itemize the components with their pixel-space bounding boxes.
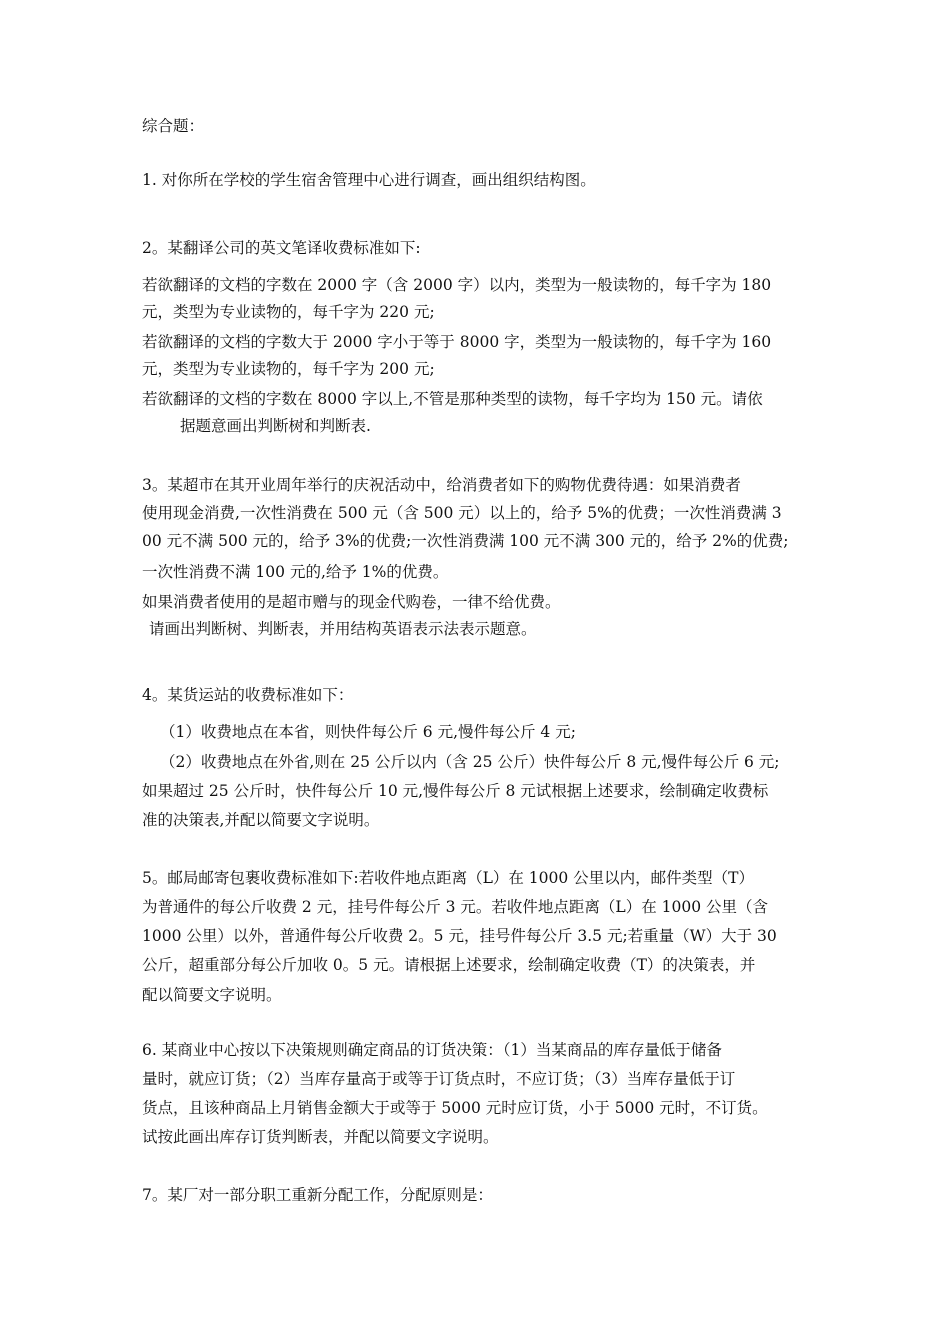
- question-3-line-1: 3。某超市在其开业周年举行的庆祝活动中，给消费者如下的购物优费待遇：如果消费者: [142, 476, 741, 494]
- question-2-line-4: 若欲翻译的文档的字数大于 2000 字小于等于 8000 字，类型为一般读物的，每千字为 160: [142, 333, 772, 351]
- question-2-line-6: 若欲翻译的文档的字数在 8000 字以上,不管是那种类型的读物，每千字均为 150 元。请依: [142, 390, 763, 408]
- question-3-line-5: 如果消费者使用的是超市赠与的现金代购卷，一律不给优费。: [142, 593, 561, 611]
- question-2-line-5: 元，类型为专业读物的，每千字为 200 元;: [142, 360, 435, 378]
- question-4-line-3: （2）收费地点在外省,则在 25 公斤以内（含 25 公斤）快件每公斤 8 元,慢件每公斤 6 元;: [160, 753, 780, 771]
- question-5-line-3: 1000 公里）以外，普通件每公斤收费 2。5 元，挂号件每公斤 3.5 元;若重量（W）大于 30: [142, 927, 777, 945]
- question-5-line-2: 为普通件的每公斤收费 2 元，挂号件每公斤 3 元。若收件地点距离（L）在 1000 公里（含: [142, 898, 769, 916]
- question-5-line-5: 配以简要文字说明。: [142, 986, 282, 1004]
- question-2-line-7: 据题意画出判断树和判断表.: [180, 417, 371, 435]
- section-title: 综合题：: [142, 117, 205, 135]
- question-3-line-4: 一次性消费不满 100 元的,给予 1%的优费。: [142, 563, 449, 581]
- question-6-line-2: 量时，就应订货；（2）当库存量高于或等于订货点时，不应订货；（3）当库存量低于订: [142, 1070, 736, 1088]
- question-6-line-1: 6. 某商业中心按以下决策规则确定商品的订货决策：（1）当某商品的库存量低于储备: [142, 1041, 722, 1059]
- question-5-line-1: 5。邮局邮寄包裹收费标准如下:若收件地点距离（L）在 1000 公里以内，邮件类型（T）: [142, 869, 755, 887]
- question-1-line-1: 1. 对你所在学校的学生宿舍管理中心进行调查，画出组织结构图。: [142, 171, 596, 189]
- question-3-line-6: 请画出判断树、判断表，并用结构英语表示法表示题意。: [149, 620, 537, 638]
- question-7-line-1: 7。某厂对一部分职工重新分配工作，分配原则是：: [142, 1186, 493, 1204]
- question-3-line-2: 使用现金消费,一次性消费在 500 元（含 500 元）以上的，给予 5%的优费；一次性消费满 3: [142, 504, 782, 522]
- question-4-line-1: 4。某货运站的收费标准如下：: [142, 686, 354, 704]
- question-2-line-1: 2。某翻译公司的英文笔译收费标准如下:: [142, 239, 421, 257]
- question-4-line-5: 准的决策表,并配以简要文字说明。: [142, 811, 380, 829]
- question-2-line-3: 元，类型为专业读物的，每千字为 220 元;: [142, 303, 435, 321]
- question-2-line-2: 若欲翻译的文档的字数在 2000 字（含 2000 字）以内，类型为一般读物的，每千字为 180: [142, 276, 772, 294]
- question-5-line-4: 公斤，超重部分每公斤加收 0。5 元。请根据上述要求，绘制确定收费（T）的决策表，并: [142, 956, 756, 974]
- question-3-line-3: 00 元不满 500 元的，给予 3%的优费;一次性消费满 100 元不满 300 元的，给予 2%的优费;: [142, 532, 789, 550]
- question-4-line-2: （1）收费地点在本省，则快件每公斤 6 元,慢件每公斤 4 元;: [160, 723, 576, 741]
- question-6-line-4: 试按此画出库存订货判断表，并配以简要文字说明。: [142, 1128, 499, 1146]
- question-6-line-3: 货点，且该种商品上月销售金额大于或等于 5000 元时应订货，小于 5000 元时，不订货。: [142, 1099, 768, 1117]
- question-4-line-4: 如果超过 25 公斤时，快件每公斤 10 元,慢件每公斤 8 元试根据上述要求，绘制确定收费标: [142, 782, 769, 800]
